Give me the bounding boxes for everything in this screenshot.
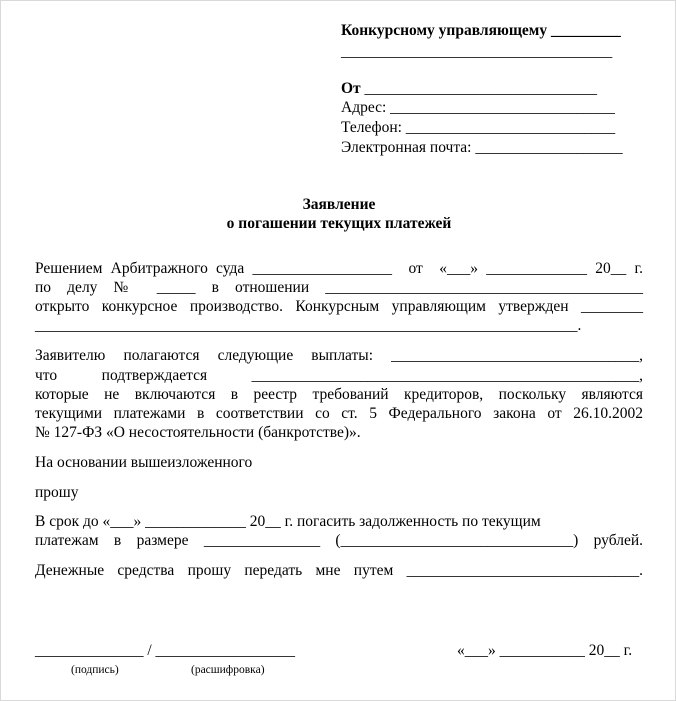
header-from xyxy=(341,80,597,98)
document-subtitle: о погашении текущих платежей xyxy=(226,215,452,232)
signature-line: ______________ / __________________ xyxy=(35,642,296,659)
paragraph-2-line-4: текущими платежами в соответствии со ст. 5 Федерального закона от 26.10.2002 xyxy=(35,405,643,422)
header-from-label: От xyxy=(341,80,361,97)
paragraph-2-line-5: № 127-ФЗ «О несостоятельности (банкротстве)». xyxy=(35,424,361,441)
header-email: Электронная почта: ___________________ xyxy=(341,139,623,156)
paragraph-4: прошу xyxy=(35,484,79,501)
paragraph-1-line-2: по делу № _____ в отношении _________________________________________ xyxy=(35,279,643,296)
paragraph-6: Денежные средства прошу передать мне путем ______________________________. xyxy=(35,562,643,579)
paragraph-5-line-1: В срок до «___» _____________ 20__ г. погасить задолженность по текущим xyxy=(35,513,541,530)
header-addressee: Конкурсному управляющему _________ xyxy=(341,22,621,39)
decode-caption: (расшифровка) xyxy=(191,664,265,676)
document-title: Заявление xyxy=(302,196,376,213)
paragraph-1-line-1: Решением Арбитражного суда __________________ от «___» _____________ 20__ г. xyxy=(35,260,643,277)
header-phone: Телефон: ___________________________ xyxy=(341,119,616,136)
paragraph-5-line-2: платежам в размере _______________ (______________________________) рублей. xyxy=(35,532,643,549)
paragraph-3: На основании вышеизложенного xyxy=(35,454,253,471)
signature-caption: (подпись) xyxy=(71,664,119,676)
paragraph-1-line-3: открыто конкурсное производство. Конкурсным управляющим утвержден ________ xyxy=(35,298,643,315)
paragraph-2-line-3: которые не включаются в реестр требований кредиторов, поскольку являются xyxy=(35,386,643,403)
header-address: Адрес: _____________________________ xyxy=(341,99,615,116)
paragraph-2-line-1: Заявителю полагаются следующие выплаты: ________________________________, xyxy=(35,347,643,364)
date-line: «___» ___________ 20__ г. xyxy=(457,642,633,659)
header-addressee-line: ___________________________________ xyxy=(341,43,613,60)
header-from-line: ______________________________ xyxy=(360,80,598,97)
paragraph-2-line-2: что подтверждается __________________________________________________, xyxy=(35,367,643,384)
paragraph-1-line-4: ______________________________________________________________________. xyxy=(35,317,582,334)
